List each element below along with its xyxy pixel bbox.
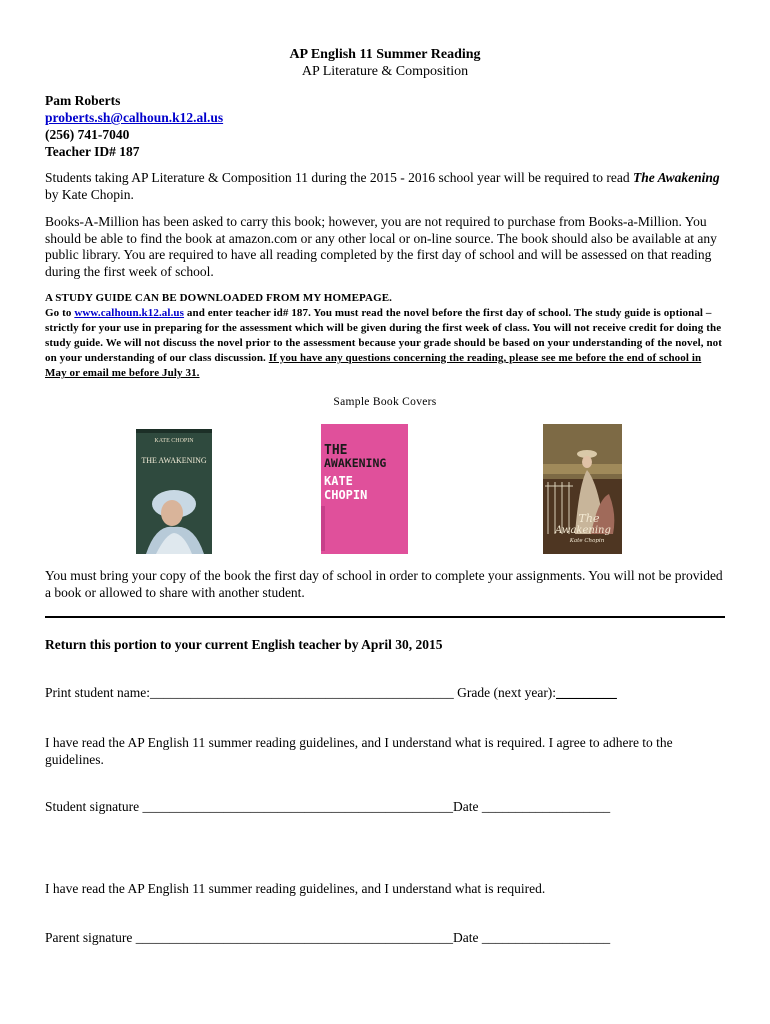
student-name-field[interactable]: Print student name:_____________________________________________ Grade (next year): (45, 685, 557, 700)
book-title: The Awakening (633, 170, 720, 185)
cover1-title: THE AWAKENING (141, 456, 207, 465)
homepage-link[interactable]: www.calhoun.k12.al.us (74, 307, 185, 319)
cover2-line4: CHOPIN (324, 488, 368, 502)
cover3-script1: The (578, 512, 600, 525)
grade-field[interactable]: _________ (556, 685, 617, 700)
student-agreement: I have read the AP English 11 summer reading guidelines, and I understand what is required. I agree to adhere to the guidelines. (45, 735, 673, 767)
study-guide-goto: Go to (45, 307, 75, 319)
return-heading: Return this portion to your current English teacher by April 30, 2015 (45, 637, 443, 652)
book-cover-1 (136, 429, 212, 554)
intro-text: Students taking AP Literature & Composition 11 during the 2015 - 2016 school year will be required to read (45, 170, 634, 185)
study-guide-block (45, 291, 725, 381)
parent-agreement: I have read the AP English 11 summer reading guidelines, and I understand what is required. (45, 881, 546, 896)
cover1-author: KATE CHOPIN (154, 438, 194, 444)
cover3-script2: Awakening (555, 525, 611, 536)
teacher-phone: (256) 741-7040 (45, 127, 130, 142)
teacher-name: Pam Roberts (45, 93, 121, 108)
parent-signature-line[interactable]: Parent signature _______________________________________________Date ___________________ (45, 930, 611, 945)
cover2-line1: THE (324, 443, 348, 458)
student-signature-line[interactable]: Student signature ______________________________________________Date ___________________ (45, 799, 611, 814)
cover2-line3: KATE (324, 474, 353, 488)
book-cover-3 (543, 424, 622, 554)
purchase-paragraph: Books-A-Million has been asked to carry this book; however, you are not required to purchase from Books-a-Million. You should be able to find the book at amazon.com or any other local or on-line source. The book should also be available at any public library. You are required to have all reading completed by the first day of school and will be assessed on that reading during the first week of school. (45, 214, 717, 279)
book-cover-1-art (136, 429, 212, 554)
page-subtitle: AP Literature & Composition (301, 64, 469, 79)
book-cover-2-art (321, 424, 408, 554)
student-name-line[interactable] (45, 685, 617, 701)
book-cover-3-art (543, 424, 622, 554)
bring-book-paragraph: You must bring your copy of the book the first day of school in order to complete your assignments. You will not be provided a book or allowed to share with another student. (45, 568, 723, 600)
intro-author: by Kate Chopin. (45, 186, 134, 202)
cover3-author: Kate Chopin (569, 538, 605, 544)
contact-block (45, 92, 223, 160)
study-guide-contact-note: If you have any questions concerning the reading, please see me before the end of school in May or email me before July 31. (45, 352, 702, 379)
covers-caption: Sample Book Covers (333, 396, 437, 408)
intro-paragraph (45, 170, 725, 203)
cover2-line2: AWAKENING (324, 456, 387, 470)
study-guide-body: and enter teacher id# 187. You must read the novel before the first day of school. The study guide is optional – strictly for your use in preparing for the assessment which will be given during the first week of class. You will not receive credit for doing the study guide. We will not discuss the novel prior to the assessment because your grade should be based on your understanding of the novel, not on your understanding of our class discussion. (45, 307, 723, 364)
section-divider (45, 616, 725, 618)
study-guide-heading: A STUDY GUIDE CAN BE DOWNLOADED FROM MY HOMEPAGE. (45, 292, 393, 304)
teacher-id: Teacher ID# 187 (45, 144, 140, 159)
page-title: AP English 11 Summer Reading (289, 47, 481, 62)
teacher-email-link[interactable]: proberts.sh@calhoun.k12.al.us (45, 110, 224, 125)
book-cover-2 (321, 424, 408, 554)
